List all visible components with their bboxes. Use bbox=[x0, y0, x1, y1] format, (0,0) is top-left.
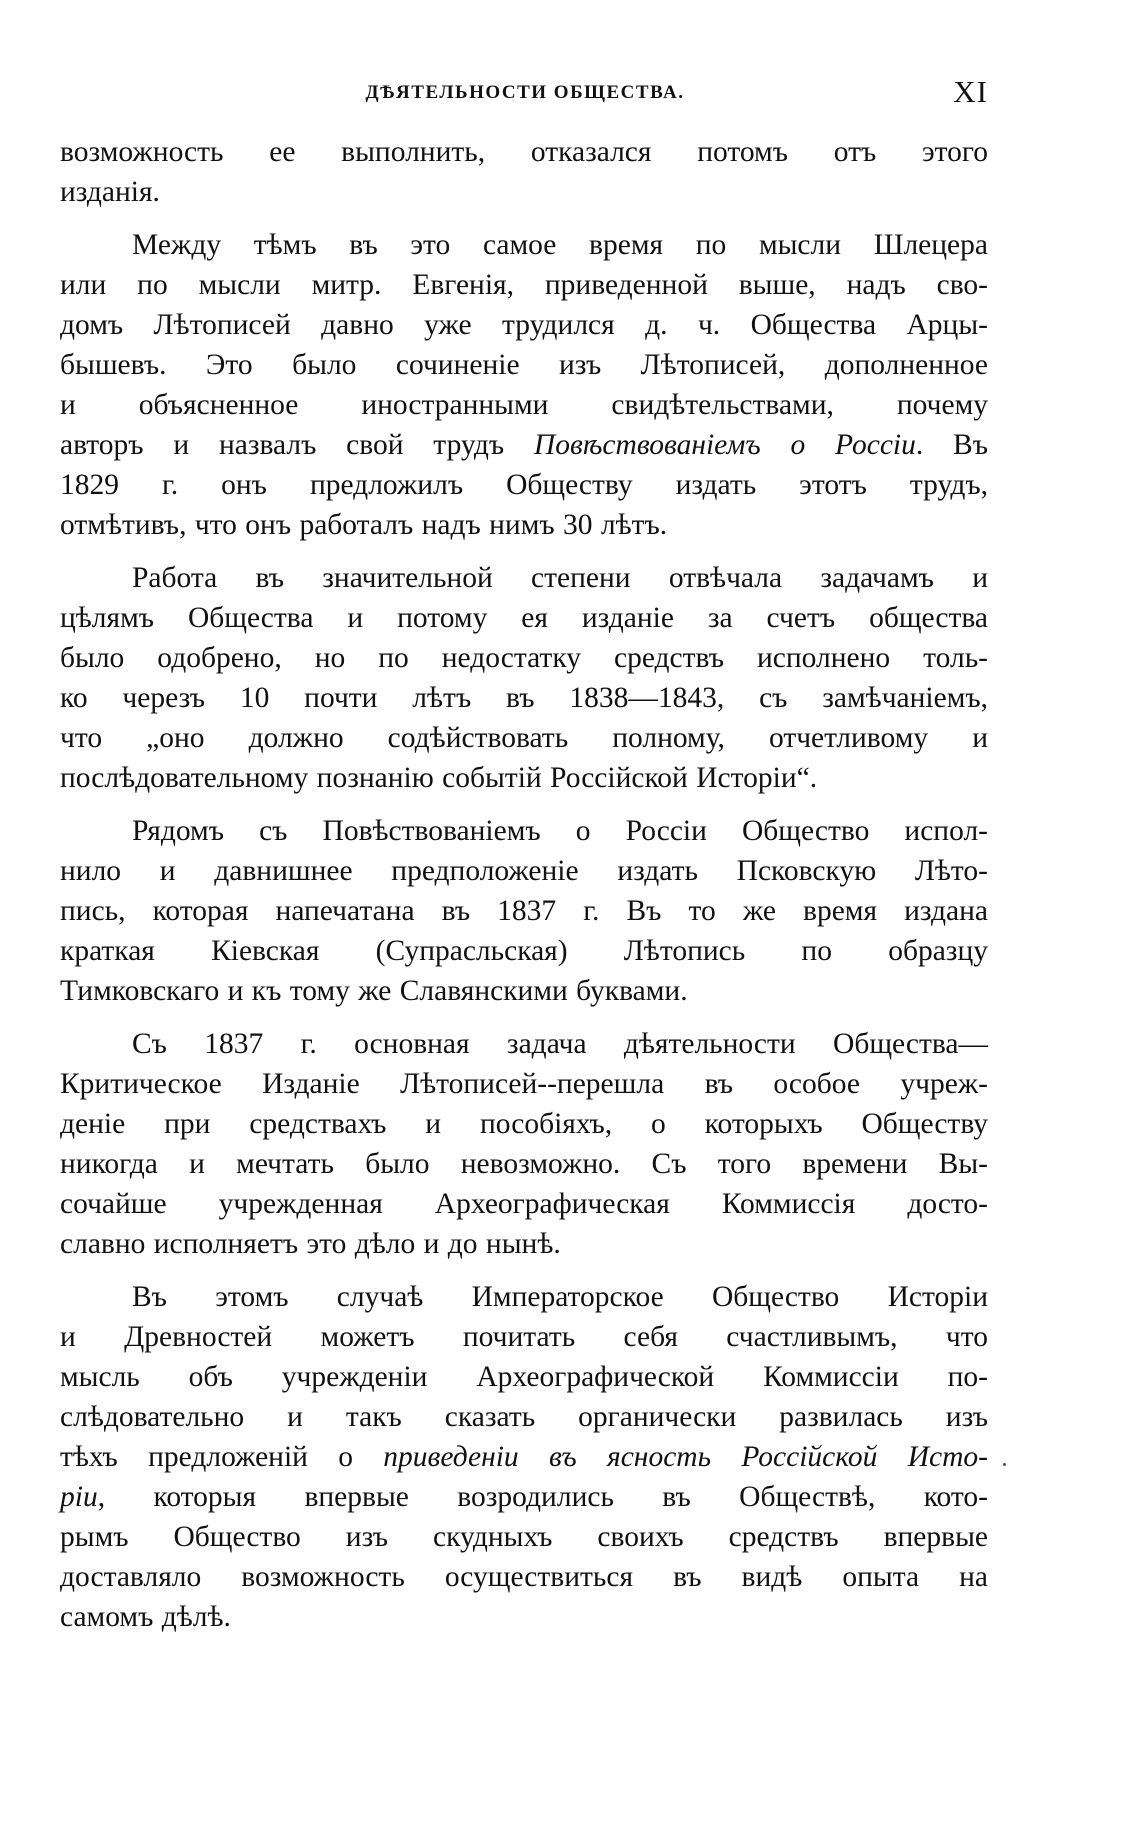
text-line: цѣлямъ Общества и потому ея изданіе за счетъ общества bbox=[60, 602, 988, 634]
text-line: что „оно должно содѣйствовать полному, отчетливому и bbox=[60, 722, 988, 754]
text-line: и Древностей можетъ почитать себя счастливымъ, что bbox=[60, 1321, 988, 1353]
print-speck bbox=[1003, 1463, 1006, 1466]
text-line: сочайше учрежденная Археографическая Коммиссія досто- bbox=[60, 1188, 988, 1220]
paragraph-6 bbox=[60, 1277, 988, 1637]
text-line: Тимковскаго и къ тому же Славянскими буквами. bbox=[60, 975, 688, 1007]
italic-book-title: Повѣствованіемъ о Россіи bbox=[533, 429, 916, 461]
text-line: Съ 1837 г. основная задача дѣятельности Общества— bbox=[132, 1028, 988, 1060]
text-line: пись, которая напечатана въ 1837 г. Въ то же время издана bbox=[60, 895, 988, 927]
text-line: было одобрено, но по недостатку средствъ исполнено толь- bbox=[60, 642, 988, 674]
text-run: . Въ bbox=[915, 429, 988, 461]
text-run: авторъ и назвалъ свой трудъ bbox=[60, 429, 534, 461]
paragraph-2 bbox=[60, 225, 988, 545]
text-run: , которыя впервые возродились въ Обществѣ, кото- bbox=[97, 1481, 988, 1513]
text-line: Рядомъ съ Повѣствованіемъ о Россіи Общество испол- bbox=[132, 815, 988, 847]
text-line: краткая Кіевская (Супрасльская) Лѣтопись по образцу bbox=[60, 935, 988, 967]
text-line: Работа въ значительной степени отвѣчала задачамъ и bbox=[132, 562, 988, 594]
text-line: 1829 г. онъ предложилъ Обществу издать этотъ трудъ, bbox=[60, 469, 988, 501]
running-head bbox=[60, 74, 990, 114]
text-line: нило и давнишнее предположеніе издать Псковскую Лѣто- bbox=[60, 855, 988, 887]
text-line: домъ Лѣтописей давно уже трудился д. ч. Общества Арцы- bbox=[60, 309, 988, 341]
text-line: никогда и мечтать было невозможно. Съ того времени Вы- bbox=[60, 1148, 988, 1180]
text-line: Между тѣмъ въ это самое время по мысли Шлецера bbox=[132, 229, 988, 261]
text-line: бышевъ. Это было сочиненіе изъ Лѣтописей, дополненное bbox=[60, 349, 988, 381]
text-line: рымъ Общество изъ скудныхъ своихъ средствъ впервые bbox=[60, 1521, 988, 1553]
page-number: XI bbox=[953, 74, 988, 109]
text-line-with-title bbox=[60, 425, 988, 465]
text-line: Критическое Изданіе Лѣтописей--перешла въ особое учреж- bbox=[60, 1068, 988, 1100]
text-line: славно исполняетъ это дѣло и до нынѣ. bbox=[60, 1228, 561, 1260]
text-line: и объясненное иностранными свидѣтельствами, почему bbox=[60, 389, 988, 421]
text-line: слѣдовательно и такъ сказать органически развилась изъ bbox=[60, 1401, 988, 1433]
paragraph-5 bbox=[60, 1024, 988, 1264]
text-line: отмѣтивъ, что онъ работалъ надъ нимъ 30 лѣтъ. bbox=[60, 509, 668, 541]
text-line: мысль объ учрежденіи Археографической Коммиссіи по- bbox=[60, 1361, 988, 1393]
text-line: доставляло возможность осуществиться въ видѣ опыта на bbox=[60, 1561, 988, 1593]
body-text bbox=[60, 132, 988, 1650]
paragraph-4 bbox=[60, 811, 988, 1011]
text-line: изданія. bbox=[60, 176, 160, 208]
paragraph-3 bbox=[60, 558, 988, 798]
running-title: ДѢЯТЕЛЬНОСТИ ОБЩЕСТВА. bbox=[365, 82, 685, 103]
text-line: возможность ее выполнить, отказался потомъ отъ этого bbox=[60, 136, 988, 168]
text-line: или по мысли митр. Евгенія, приведенной выше, надъ сво- bbox=[60, 269, 988, 301]
italic-phrase: ріи bbox=[60, 1481, 98, 1513]
text-line: самомъ дѣлѣ. bbox=[60, 1601, 231, 1633]
text-line-with-title bbox=[60, 1477, 988, 1517]
text-line: послѣдовательному познанію событій Россійской Исторіи“. bbox=[60, 762, 818, 794]
paragraph-1 bbox=[60, 132, 988, 212]
italic-phrase: приведеніи въ ясность Россійской Исто- bbox=[383, 1441, 988, 1473]
text-line-with-title bbox=[60, 1437, 988, 1477]
text-run: тѣхъ предложеній о bbox=[60, 1441, 384, 1473]
text-line: деніе при средствахъ и пособіяхъ, о которыхъ Обществу bbox=[60, 1108, 988, 1140]
text-line: ко черезъ 10 почти лѣтъ въ 1838—1843, съ замѣчаніемъ, bbox=[60, 682, 988, 714]
text-line: Въ этомъ случаѣ Императорское Общество Исторіи bbox=[132, 1281, 988, 1313]
